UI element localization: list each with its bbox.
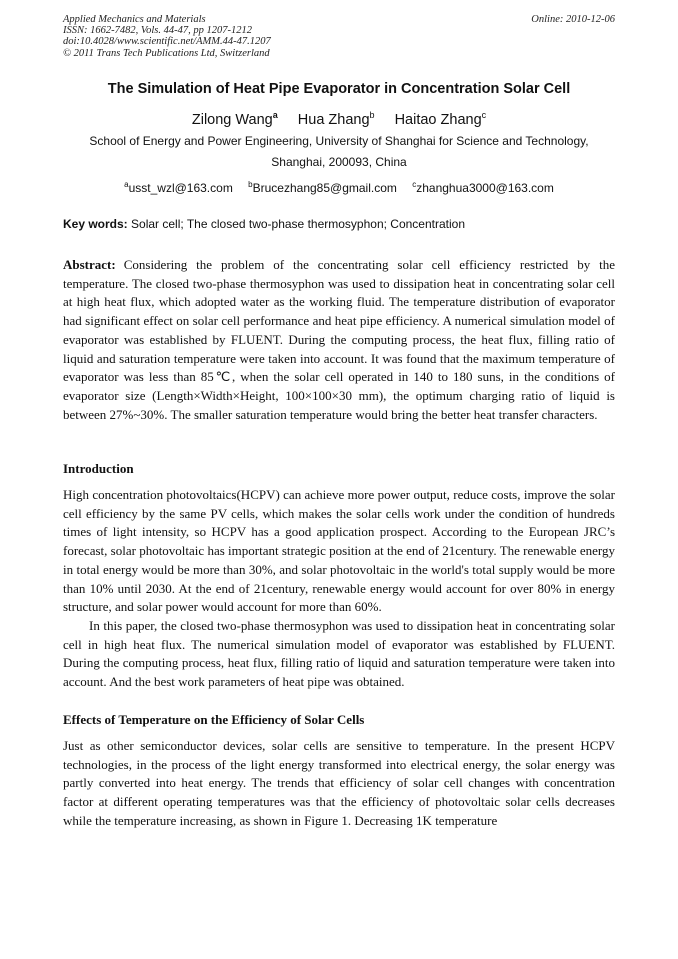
online-date: Online: 2010-12-06 xyxy=(531,14,615,25)
author-name: Haitao Zhang xyxy=(394,112,482,128)
journal-name: Applied Mechanics and Materials xyxy=(63,14,206,25)
abstract-text: Considering the problem of the concentrating solar cell efficiency restricted by the temperature. The closed two-phase thermosyphon was used to dissipation heat in concentrating solar cell at high heat flux, which adopted water as the working fluid. The temperature distribution of evaporator had significant effect on solar cell performance and heat pipe efficiency. A numerical simulation model of evaporator was established by FLUENT. During the computing process, the heat flux, filling ratio of liquid and saturation temperature were taken into account. It was found that the maximum temperature of evaporator was less than 85℃, when the solar cell operated in 140 to 180 suns, in the conditions of evaporator size (Length×Width×Height, 100×100×30 mm), the optimum charging ratio of liquid is between 27%~30%. The smaller saturation temperature would bring the better heat transfer characters. xyxy=(63,257,615,422)
paper-title: The Simulation of Heat Pipe Evaporator in Concentration Solar Cell xyxy=(107,81,571,97)
author-mark: b xyxy=(369,110,375,120)
email-list xyxy=(63,176,615,197)
keywords-text: Solar cell; The closed two-phase thermosyphon; Concentration xyxy=(131,217,465,231)
author-mark: c xyxy=(481,110,487,120)
copyright-line: © 2011 Trans Tech Publications Ltd, Switzerland xyxy=(63,47,270,59)
issn-line: ISSN: 1662-7482, Vols. 44-47, pp 1207-1212 xyxy=(63,25,252,37)
affiliation: School of Energy and Power Engineering, University of Shanghai for Science and Technology, Shanghai, 200093, China xyxy=(89,134,589,169)
email-mark: b xyxy=(248,180,253,189)
effects-body xyxy=(63,737,615,831)
email-address: usst_wzl@163.com xyxy=(128,181,233,195)
abstract-label: Abstract: xyxy=(63,257,116,272)
section-heading-introduction: Introduction xyxy=(63,461,134,476)
email-mark: a xyxy=(124,180,129,189)
email-address: zhanghua3000@163.com xyxy=(416,181,554,195)
author-name: Zilong Wang xyxy=(191,112,273,128)
abstract xyxy=(63,256,615,424)
keywords xyxy=(63,215,615,233)
paragraph: In this paper, the closed two-phase thermosyphon was used to dissipation heat in concentrating solar cell in high heat flux. The numerical simulation model of evaporator was established by FLUENT. During the computing process, heat flux, filling ratio of liquid and saturation temperature were taken into account. And the best work parameters of heat pipe was obtained. xyxy=(63,617,615,690)
doi-line: doi:10.4028/www.scientific.net/AMM.44-47.1207 xyxy=(63,36,271,48)
author-list xyxy=(63,104,615,131)
email xyxy=(412,181,554,195)
author-name: Hua Zhang xyxy=(297,112,370,128)
author xyxy=(192,112,278,128)
author xyxy=(395,112,487,128)
journal-header xyxy=(63,14,615,59)
paragraph: Just as other semiconductor devices, solar cells are sensitive to temperature. In the present HCPV technologies, in the process of the light energy transformed into electrical energy, the solar energy was partly converted into heat energy. The trends that efficiency of solar cell changes with concentration factor at different operating temperatures was that the efficiency of photovoltaic solar cells decreases while the temperature increasing, as shown in Figure 1. Decreasing 1K temperature xyxy=(63,738,615,828)
introduction-body xyxy=(63,486,615,692)
section-heading-effects: Effects of Temperature on the Efficiency of Solar Cells xyxy=(63,712,365,727)
author-mark: a xyxy=(272,110,278,120)
keywords-label: Key words: xyxy=(63,217,128,231)
author xyxy=(298,112,375,128)
email xyxy=(124,181,233,195)
email-mark: c xyxy=(412,180,417,189)
email xyxy=(248,181,397,195)
email-address: Brucezhang85@gmail.com xyxy=(252,181,397,195)
paragraph: High concentration photovoltaics(HCPV) can achieve more power output, reduce costs, improve the solar cell efficiency by the same PV cells, which makes the solar cells work under the condition of hundreds times of light intensity, so HCPV has a good application prospect. According to the European JRC’s forecast, solar photovoltaic has important strategic position at the end of 21century. The renewable energy in total energy would be more than 30%, and solar photovoltaic in the world's total supply would be more than 10% until 2030. At the end of 21century, renewable energy would account for over 80% in energy structure, and solar power would account for more than 60%. xyxy=(63,487,615,615)
